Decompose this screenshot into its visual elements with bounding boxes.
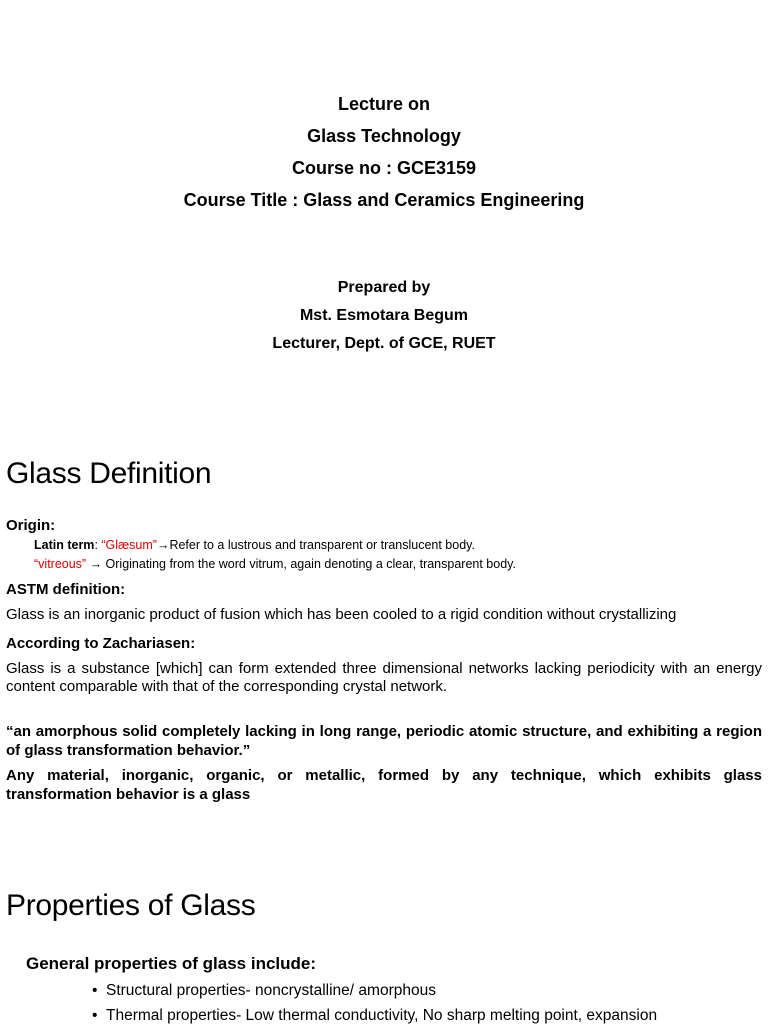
latin-meaning: →Refer to a lustrous and transparent or translucent body.: [156, 538, 475, 552]
astm-definition-text: Glass is an inorganic product of fusion which has been cooled to a rigid condition without crystallizing: [6, 606, 677, 623]
properties-list: [92, 978, 762, 1024]
latin-term-colon: :: [94, 538, 102, 552]
vitreous-meaning: → Originating from the word vitrum, again denoting a clear, transparent body.: [86, 557, 516, 571]
lecture-on-line: Lecture on: [337, 94, 430, 114]
prepared-by-line: Prepared by: [337, 279, 431, 296]
title-block: [0, 88, 768, 216]
astm-label: ASTM definition:: [6, 581, 126, 598]
subject-line: Glass Technology: [307, 126, 461, 146]
bullet-icon: •: [92, 982, 98, 999]
list-item: [92, 978, 762, 1003]
list-item: [92, 1003, 762, 1024]
author-name: Mst. Esmotara Begum: [299, 307, 469, 324]
course-title-line: Course Title : Glass and Ceramics Engineering: [183, 190, 585, 210]
origin-label: Origin:: [6, 517, 56, 534]
author-position: Lecturer, Dept. of GCE, RUET: [272, 335, 496, 352]
zachariasen-definition-text: Glass is a substance [which] can form extended three dimensional networks lacking periodicity with an energy content comparable with that of the corresponding crystal network.: [6, 660, 762, 695]
properties-subheading: General properties of glass include:: [26, 954, 317, 973]
bullet-icon: •: [92, 1007, 98, 1024]
amorphous-solid-quote: “an amorphous solid completely lacking in long range, periodic atomic structure, and exhibiting a region of glass transformation behavior.”: [6, 723, 762, 759]
course-number-line: Course no : GCE3159: [291, 158, 477, 178]
glass-definition-heading: Glass Definition: [6, 457, 212, 490]
property-thermal: Thermal properties- Low thermal conductivity, No sharp melting point, expansion: [106, 1007, 658, 1024]
latin-word: “Glæsum”: [101, 538, 157, 552]
latin-term-line: [6, 536, 762, 555]
author-block: [0, 274, 768, 358]
vitreous-line: [6, 555, 762, 574]
definition-section: [6, 516, 762, 804]
property-structural: Structural properties- noncrystalline/ amorphous: [106, 982, 436, 999]
glass-transformation-statement: Any material, inorganic, organic, or metallic, formed by any technique, which exhibits glass transformation behavior is a glass: [6, 767, 762, 803]
properties-heading: Properties of Glass: [6, 889, 256, 922]
vitreous-word: “vitreous”: [34, 557, 87, 571]
zachariasen-label: According to Zachariasen:: [6, 635, 196, 652]
latin-term-label: Latin term: [34, 538, 95, 552]
